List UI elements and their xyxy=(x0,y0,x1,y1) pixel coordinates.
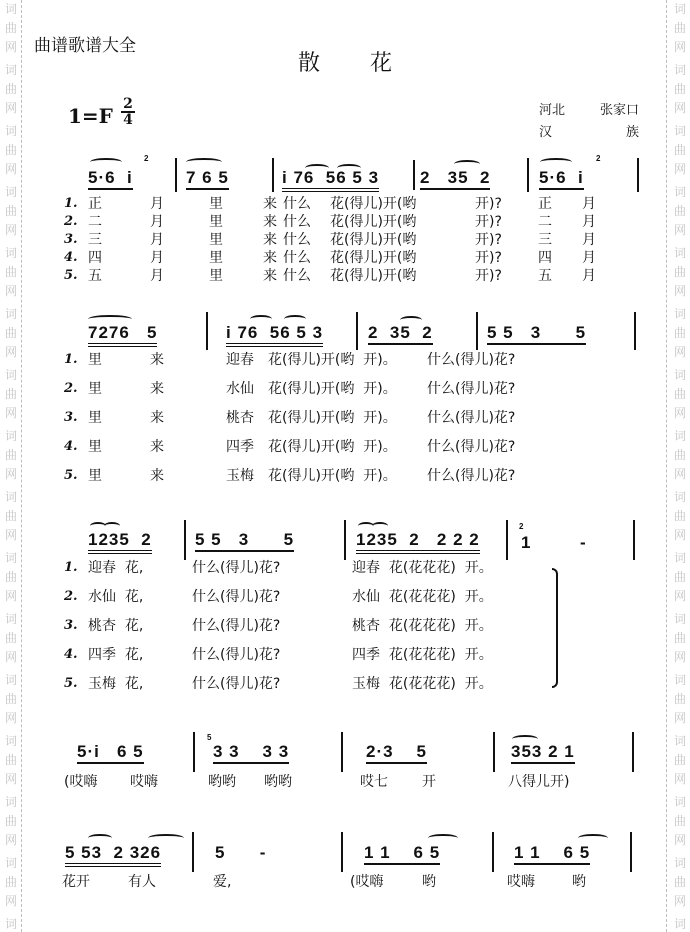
grace-note: 2 xyxy=(519,522,524,531)
watermark-char: 网 xyxy=(673,711,686,725)
measure-4-1: 5·i 6 5 xyxy=(77,742,144,762)
verse-number: 3. xyxy=(64,618,78,633)
measure-1-3: i 76 56 5 3 xyxy=(282,168,379,188)
verse-lyric: 水仙 花(花花花) 开。 xyxy=(352,589,493,605)
measure-1-5: 5·6 i xyxy=(539,168,584,188)
watermark-char: 曲 xyxy=(4,875,17,889)
watermark-char: 词 xyxy=(673,2,686,16)
measure-4-4: 353 2 1 xyxy=(511,742,575,762)
verse-lyric: 什么 xyxy=(283,232,311,248)
verse-lyric: 花(得儿)开(哟 开)。 xyxy=(268,468,397,484)
watermark-char: 曲 xyxy=(673,570,686,584)
verse-lyric: 开)? xyxy=(475,232,502,248)
song-title: 散花 xyxy=(298,51,443,76)
verse-lyric: 月 xyxy=(582,232,596,248)
verse-lyric: 来 xyxy=(150,410,164,426)
barline xyxy=(192,832,194,872)
verse-lyric: 什么(得儿)花? xyxy=(192,647,281,663)
verse-number: 4. xyxy=(64,250,78,265)
watermark-char: 词 xyxy=(4,673,17,687)
verse-lyric: 玉梅 xyxy=(226,468,254,484)
verse-lyric: 里 xyxy=(209,196,223,212)
watermark-char: 词 xyxy=(4,185,17,199)
verse-lyric: 什么 xyxy=(283,196,311,212)
verse-lyric: 五 xyxy=(538,268,552,284)
watermark-char: 网 xyxy=(673,406,686,420)
grace-note: 2 xyxy=(144,154,149,163)
watermark-char: 网 xyxy=(4,833,17,847)
watermark-char: 曲 xyxy=(4,814,17,828)
watermark-char: 曲 xyxy=(673,82,686,96)
lyric: 爱, xyxy=(213,874,232,890)
watermark-char: 网 xyxy=(673,894,686,908)
slur xyxy=(104,522,120,530)
verse-lyric: 里 xyxy=(209,268,223,284)
barline xyxy=(356,312,358,350)
verse-lyric: 什么 xyxy=(283,250,311,266)
verse-lyric: 什么(得儿)花? xyxy=(427,439,516,455)
barline xyxy=(630,832,632,872)
watermark-char: 网 xyxy=(673,40,686,54)
verse-lyric: 月 xyxy=(150,214,164,230)
verse-lyric: 里 xyxy=(209,214,223,230)
verse-number: 1. xyxy=(64,560,78,575)
slur xyxy=(186,158,222,166)
watermark-char: 网 xyxy=(4,528,17,542)
watermark-char: 网 xyxy=(673,833,686,847)
verse-lyric: 来 xyxy=(150,352,164,368)
watermark-char: 曲 xyxy=(4,692,17,706)
verse-number: 1. xyxy=(64,196,78,211)
verse-lyric: 桃杏 花, xyxy=(88,618,144,634)
watermark-char: 曲 xyxy=(673,509,686,523)
measure-2-2: i 76 56 5 3 xyxy=(226,323,323,343)
barline xyxy=(184,520,186,560)
watermark-char: 曲 xyxy=(4,570,17,584)
watermark-char: 网 xyxy=(4,223,17,237)
watermark-char: 网 xyxy=(4,406,17,420)
watermark-char: 网 xyxy=(673,162,686,176)
watermark-char: 网 xyxy=(673,650,686,664)
watermark-char: 曲 xyxy=(4,265,17,279)
barline xyxy=(175,158,177,192)
origin-region: 河北 xyxy=(539,103,566,118)
verse-lyric: 里 xyxy=(88,381,102,397)
verse-number: 2. xyxy=(64,589,78,604)
watermark-char: 曲 xyxy=(673,143,686,157)
verse-lyric: 什么(得儿)花? xyxy=(192,618,281,634)
watermark-char: 词 xyxy=(673,734,686,748)
watermark-char: 词 xyxy=(673,551,686,565)
verse-lyric: 月 xyxy=(150,196,164,212)
watermark-char: 网 xyxy=(4,650,17,664)
slur xyxy=(454,160,480,168)
barline xyxy=(493,732,495,772)
barline xyxy=(632,732,634,772)
verse-lyric: 正 xyxy=(88,196,102,212)
watermark-char: 词 xyxy=(4,307,17,321)
verse-lyric: 月 xyxy=(582,196,596,212)
grace-note: 5 xyxy=(207,733,212,742)
verse-lyric: 月 xyxy=(150,250,164,266)
verse-lyric: 里 xyxy=(88,352,102,368)
verse-lyric: 花(得儿)开(哟 xyxy=(330,196,417,212)
measure-1-4: 2 35 2 xyxy=(420,168,490,188)
watermark-char: 网 xyxy=(4,101,17,115)
watermark-char: 词 xyxy=(4,124,17,138)
watermark-char: 网 xyxy=(4,772,17,786)
barline xyxy=(527,158,529,192)
watermark-char: 曲 xyxy=(673,814,686,828)
song-origin xyxy=(539,100,639,144)
verse-lyric: 水仙 花, xyxy=(88,589,144,605)
watermark-char: 曲 xyxy=(673,265,686,279)
ethnicity-2: 族 xyxy=(625,125,639,140)
measure-5-1: 5 53 2 326 xyxy=(65,843,161,863)
verse-lyric: 迎春 xyxy=(226,352,254,368)
watermark-char: 曲 xyxy=(673,21,686,35)
watermark-char: 词 xyxy=(673,673,686,687)
verse-lyric: 什么(得儿)花? xyxy=(192,676,281,692)
barline xyxy=(193,732,195,772)
barline xyxy=(206,312,208,350)
watermark-char: 词 xyxy=(4,734,17,748)
verse-lyric: 来 xyxy=(150,439,164,455)
verse-lyric: 桃杏 花(花花花) 开。 xyxy=(352,618,493,634)
watermark-char: 曲 xyxy=(673,692,686,706)
slur xyxy=(88,315,132,323)
barline xyxy=(634,312,636,350)
measure-5-3: 1 1 6 5 xyxy=(364,843,440,863)
grace-note: 2 xyxy=(596,154,601,163)
verse-lyric: 迎春 花(花花花) 开。 xyxy=(352,560,493,576)
time-signature xyxy=(121,97,135,127)
verse-number: 2. xyxy=(64,381,78,396)
verse-lyric: 来 xyxy=(150,381,164,397)
barline xyxy=(413,160,415,190)
watermark-char: 网 xyxy=(4,894,17,908)
watermark-char: 曲 xyxy=(673,387,686,401)
watermark-char: 词 xyxy=(673,63,686,77)
watermark-char: 曲 xyxy=(4,82,17,96)
slur xyxy=(540,158,572,166)
watermark-char: 网 xyxy=(4,345,17,359)
slur xyxy=(88,834,112,842)
barline xyxy=(637,158,639,192)
verse-lyric: 花(得儿)开(哟 开)。 xyxy=(268,410,397,426)
slur xyxy=(372,522,388,530)
verse-lyric: 玉梅 花, xyxy=(88,676,144,692)
lyric: 哟 xyxy=(422,874,436,890)
time-signature-numerator: 2 xyxy=(121,97,135,113)
verse-lyric: 什么(得儿)花? xyxy=(427,410,516,426)
watermark-char: 网 xyxy=(4,284,17,298)
barline xyxy=(476,312,478,350)
verse-lyric: 花(得儿)开(哟 开)。 xyxy=(268,439,397,455)
measure-2-4: 5 5 3 5 xyxy=(487,323,586,343)
verse-lyric: 什么(得儿)花? xyxy=(427,468,516,484)
slur xyxy=(578,834,608,842)
verse-lyric: 迎春 花, xyxy=(88,560,144,576)
verse-lyric: 四季 花, xyxy=(88,647,144,663)
origin-city: 张家口 xyxy=(599,103,639,118)
barline xyxy=(341,732,343,772)
watermark-char: 网 xyxy=(673,772,686,786)
verse-lyric: 来 xyxy=(150,468,164,484)
verse-lyric: 来 xyxy=(263,232,277,248)
verse-number: 1. xyxy=(64,352,78,367)
verse-number: 3. xyxy=(64,232,78,247)
watermark-char: 词 xyxy=(4,246,17,260)
time-signature-denominator: 4 xyxy=(123,112,133,128)
watermark-char: 曲 xyxy=(4,143,17,157)
verse-lyric: 开)? xyxy=(475,214,502,230)
verse-lyric: 里 xyxy=(88,468,102,484)
verse-number: 3. xyxy=(64,410,78,425)
verse-lyric: 四 xyxy=(538,250,552,266)
watermark-char: 词 xyxy=(673,368,686,382)
barline xyxy=(341,832,343,872)
measure-2-3: 2 35 2 xyxy=(368,323,433,343)
watermark-char: 词 xyxy=(673,124,686,138)
verse-lyric: 来 xyxy=(263,214,277,230)
barline xyxy=(633,520,635,560)
watermark-char: 曲 xyxy=(673,875,686,889)
lyric: 哎嗨 xyxy=(507,874,535,890)
watermark-char: 词 xyxy=(4,429,17,443)
verse-lyric: 里 xyxy=(209,250,223,266)
verse-lyric: 来 xyxy=(263,250,277,266)
watermark-char: 词 xyxy=(4,551,17,565)
verse-lyric: 玉梅 花(花花花) 开。 xyxy=(352,676,493,692)
watermark-char: 曲 xyxy=(4,326,17,340)
watermark-char: 曲 xyxy=(4,387,17,401)
verse-lyric: 开)? xyxy=(475,250,502,266)
watermark-char: 词 xyxy=(4,612,17,626)
sustain-dash: - xyxy=(580,533,587,552)
ethnicity-1: 汉 xyxy=(539,125,553,140)
watermark-band-right xyxy=(666,0,690,932)
barline xyxy=(506,520,508,560)
verse-lyric: 开)? xyxy=(475,268,502,284)
watermark-char: 词 xyxy=(673,429,686,443)
lyric: 哎嗨 xyxy=(130,774,158,790)
verse-lyric: 来 xyxy=(263,268,277,284)
verse-lyric: 来 xyxy=(263,196,277,212)
verse-lyric: 桃杏 xyxy=(226,410,254,426)
watermark-char: 网 xyxy=(673,223,686,237)
verse-lyric: 二 xyxy=(538,214,552,230)
measure-3-3: 1235 2 2 2 2 xyxy=(356,530,480,550)
lyric: 开 xyxy=(422,774,436,790)
watermark-char: 网 xyxy=(673,345,686,359)
verse-lyric: 四季 xyxy=(226,439,254,455)
key-signature: 1=F xyxy=(68,104,113,128)
lyric: (哎嗨 xyxy=(350,874,384,890)
watermark-char: 词 xyxy=(673,795,686,809)
verse-lyric: 里 xyxy=(209,232,223,248)
watermark-char: 曲 xyxy=(673,753,686,767)
watermark-char: 曲 xyxy=(673,326,686,340)
measure-2-1: 7276 5 xyxy=(88,323,157,343)
verse-lyric: 什么 xyxy=(283,268,311,284)
watermark-char: 网 xyxy=(673,467,686,481)
slur xyxy=(90,158,122,166)
verse-lyric: 三 xyxy=(538,232,552,248)
watermark-char: 网 xyxy=(673,589,686,603)
watermark-char: 词 xyxy=(4,795,17,809)
verse-lyric: 花(得儿)开(哟 开)。 xyxy=(268,352,397,368)
measure-1-2: 7 6 5 xyxy=(186,168,229,188)
watermark-char: 曲 xyxy=(673,448,686,462)
watermark-char: 词 xyxy=(4,856,17,870)
verse-lyric: 月 xyxy=(582,214,596,230)
lyric: 哟哟 xyxy=(264,774,292,790)
watermark-char: 网 xyxy=(4,40,17,54)
watermark-char: 曲 xyxy=(4,631,17,645)
verse-lyric: 二 xyxy=(88,214,102,230)
barline xyxy=(344,520,346,560)
slur xyxy=(428,834,458,842)
watermark-char: 曲 xyxy=(4,204,17,218)
verse-lyric: 花(得儿)开(哟 xyxy=(330,214,417,230)
verse-number: 4. xyxy=(64,647,78,662)
verse-lyric: 水仙 xyxy=(226,381,254,397)
site-title: 曲谱歌谱大全 xyxy=(34,36,136,56)
watermark-char: 曲 xyxy=(673,631,686,645)
verse-lyric: 花(得儿)开(哟 xyxy=(330,250,417,266)
watermark-char: 词 xyxy=(4,917,17,931)
verse-number: 4. xyxy=(64,439,78,454)
measure-3-1: 1235 2 xyxy=(88,530,152,550)
verse-lyric: 开)? xyxy=(475,196,502,212)
measure-5-2: 5 - xyxy=(215,843,267,862)
verse-lyric: 什么(得儿)花? xyxy=(192,589,281,605)
verse-number: 5. xyxy=(64,676,78,691)
verse-lyric: 什么 xyxy=(283,214,311,230)
verse-lyric: 里 xyxy=(88,439,102,455)
watermark-char: 曲 xyxy=(4,509,17,523)
slur xyxy=(250,315,272,323)
watermark-char: 词 xyxy=(673,612,686,626)
verse-lyric: 什么(得儿)花? xyxy=(427,352,516,368)
slur xyxy=(148,834,184,842)
verse-lyric: 什么(得儿)花? xyxy=(192,560,281,576)
verse-number: 5. xyxy=(64,468,78,483)
watermark-band-left xyxy=(0,0,22,932)
watermark-char: 词 xyxy=(673,490,686,504)
verse-lyric: 四 xyxy=(88,250,102,266)
watermark-char: 词 xyxy=(4,490,17,504)
measure-4-3: 2·3 5 xyxy=(366,742,427,762)
verse-lyric: 四季 花(花花花) 开。 xyxy=(352,647,493,663)
verse-number: 5. xyxy=(64,268,78,283)
lyric: 哎七 xyxy=(360,774,388,790)
lyric: 花开 xyxy=(62,874,90,890)
watermark-char: 曲 xyxy=(4,753,17,767)
watermark-char: 曲 xyxy=(4,21,17,35)
watermark-char: 曲 xyxy=(4,448,17,462)
watermark-char: 词 xyxy=(673,917,686,931)
watermark-char: 网 xyxy=(4,589,17,603)
verse-lyric: 正 xyxy=(538,196,552,212)
lyric: 哟 xyxy=(572,874,586,890)
watermark-char: 词 xyxy=(4,368,17,382)
watermark-char: 词 xyxy=(4,2,17,16)
verse-lyric: 月 xyxy=(582,250,596,266)
watermark-char: 词 xyxy=(673,307,686,321)
verse-lyric: 里 xyxy=(88,410,102,426)
slur xyxy=(284,315,306,323)
watermark-char: 网 xyxy=(4,467,17,481)
verse-lyric: 花(得儿)开(哟 开)。 xyxy=(268,381,397,397)
measure-3-4: 1 xyxy=(521,533,532,552)
verse-number: 2. xyxy=(64,214,78,229)
verse-lyric: 花(得儿)开(哟 xyxy=(330,268,417,284)
lyric: 有人 xyxy=(128,874,156,890)
watermark-char: 网 xyxy=(673,284,686,298)
measure-4-2: 3 3 3 3 xyxy=(213,742,289,762)
measure-5-4: 1 1 6 5 xyxy=(514,843,590,863)
verse-lyric: 月 xyxy=(582,268,596,284)
watermark-char: 网 xyxy=(673,101,686,115)
verse-lyric: 花(得儿)开(哟 xyxy=(330,232,417,248)
watermark-char: 词 xyxy=(673,856,686,870)
lyric: (哎嗨 xyxy=(64,774,98,790)
verse-lyric: 月 xyxy=(150,268,164,284)
verse-lyric: 五 xyxy=(88,268,102,284)
watermark-char: 词 xyxy=(4,63,17,77)
watermark-char: 词 xyxy=(673,246,686,260)
measure-1-1: 5·6 i xyxy=(88,168,133,188)
lyric: 八得儿开) xyxy=(508,774,570,790)
verse-brace xyxy=(552,568,558,688)
barline xyxy=(272,158,274,192)
verse-lyric: 月 xyxy=(150,232,164,248)
watermark-char: 词 xyxy=(673,185,686,199)
watermark-char: 网 xyxy=(4,162,17,176)
watermark-char: 网 xyxy=(4,711,17,725)
verse-lyric: 三 xyxy=(88,232,102,248)
barline xyxy=(492,832,494,872)
lyric: 哟哟 xyxy=(208,774,236,790)
watermark-char: 曲 xyxy=(673,204,686,218)
watermark-char: 网 xyxy=(673,528,686,542)
verse-lyric: 什么(得儿)花? xyxy=(427,381,516,397)
measure-3-2: 5 5 3 5 xyxy=(195,530,294,550)
